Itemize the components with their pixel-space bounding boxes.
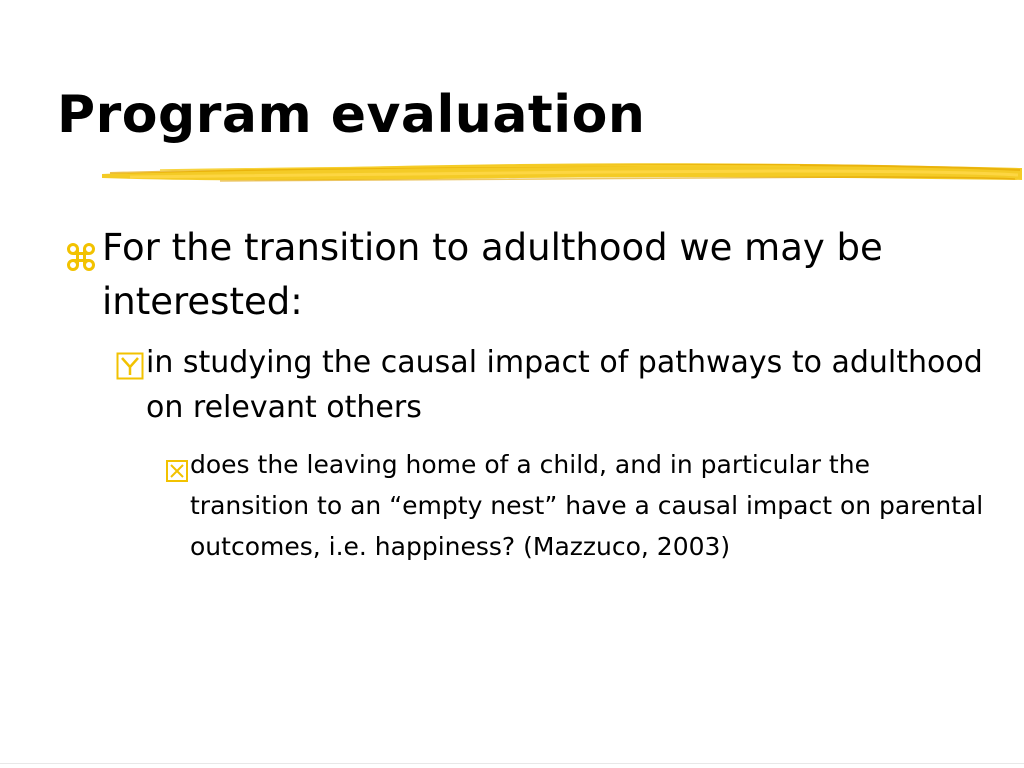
footer-divider [0, 763, 1024, 764]
bullet-level-3 [190, 444, 990, 567]
bullet-level-1 [102, 221, 982, 329]
bullet-text: in studying the causal impact of pathways to adulthood on relevant others [146, 345, 983, 425]
slide-title: Program evaluation [57, 85, 646, 145]
title-underline-brush [100, 156, 1024, 190]
y-box-icon [116, 348, 144, 376]
bullet-text: does the leaving home of a child, and in particular the transition to an “empty nest” have a causal impact on parental outcomes, i.e. happiness? (Mazzuco, 2003) [190, 450, 984, 561]
bullet-level-2 [146, 340, 986, 430]
x-box-icon [166, 453, 188, 475]
command-key-icon [66, 233, 96, 263]
bullet-text: For the transition to adulthood we may be interested: [102, 226, 883, 323]
